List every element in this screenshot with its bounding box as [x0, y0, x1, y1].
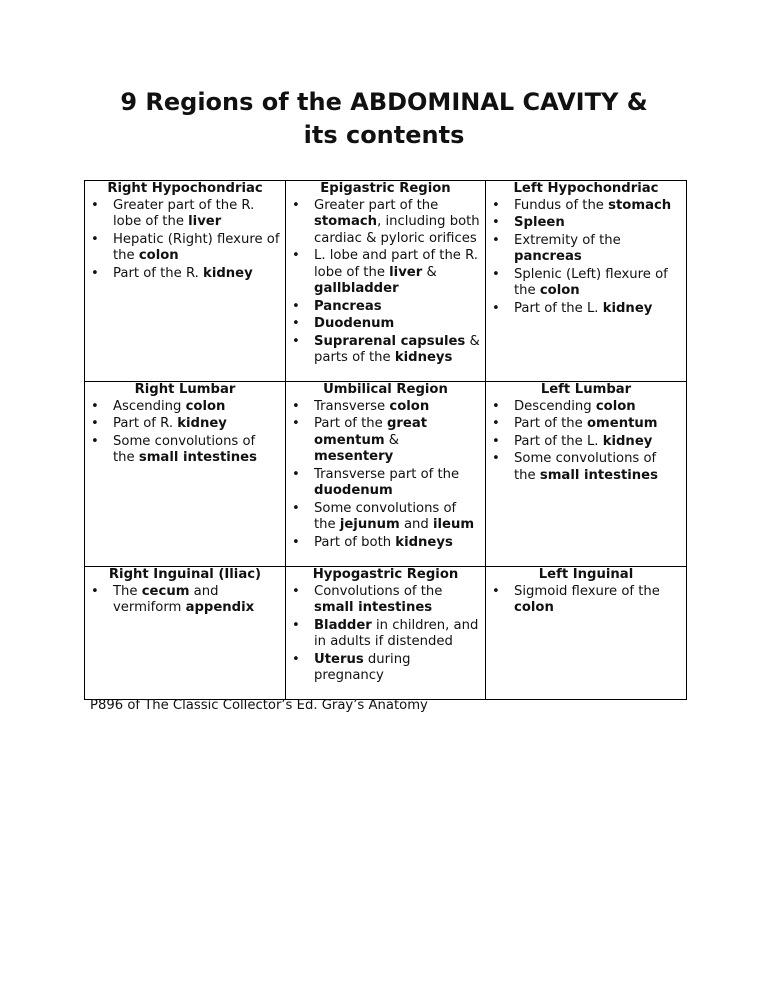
region-heading: Left Hypochondriac — [513, 181, 659, 196]
region-contents-list — [286, 584, 485, 685]
list-item — [85, 266, 285, 283]
list-item — [286, 248, 485, 298]
list-item — [286, 316, 485, 333]
title-line-1: 9 Regions of the ABDOMINAL CAVITY & — [120, 88, 648, 116]
item-text: The — [113, 583, 142, 599]
item-text: , including both cardiac & pyloric orifices — [314, 214, 480, 246]
list-item — [85, 232, 285, 265]
organ-name: colon — [185, 398, 226, 414]
region-contents-list — [486, 399, 686, 485]
item-text: during pregnancy — [314, 651, 411, 683]
list-item — [486, 399, 686, 416]
list-item — [85, 584, 285, 617]
organ-name: kidney — [203, 265, 253, 281]
organ-name: colon — [539, 283, 580, 298]
item-text: Splenic (Left) flexure of the — [514, 266, 668, 298]
list-item — [286, 416, 485, 466]
organ-name: Pancreas — [314, 298, 382, 314]
list-item — [486, 233, 686, 266]
region-heading: Epigastric Region — [320, 181, 451, 196]
organ-name: colon — [595, 398, 636, 414]
region-contents-list — [286, 198, 485, 367]
region-contents-list — [486, 198, 686, 318]
organ-name: appendix — [185, 600, 255, 615]
region-cell-epigastric — [286, 181, 486, 382]
list-item — [486, 267, 686, 300]
item-text: Sigmoid flexure of the — [514, 583, 660, 599]
item-text: Part of the L. — [514, 433, 603, 449]
list-item — [486, 301, 686, 318]
item-text: Greater part of the — [314, 197, 439, 213]
region-cell-right-inguinal — [85, 567, 286, 700]
table-row — [85, 181, 687, 382]
organ-name: Spleen — [514, 215, 565, 230]
organ-name: Duodenum — [314, 316, 395, 331]
list-item — [85, 434, 285, 467]
regions-table — [84, 180, 687, 700]
region-cell-left-inguinal — [486, 567, 687, 700]
region-cell-umbilical — [286, 382, 486, 567]
item-text: and — [399, 517, 433, 532]
organ-name: kidneys — [394, 350, 453, 365]
region-contents-list — [85, 584, 285, 617]
item-text: Transverse part of the — [314, 466, 460, 482]
item-text: Extremity of the — [514, 232, 621, 248]
organ-name: cecum — [141, 583, 190, 599]
region-heading: Right Inguinal (Iliac) — [108, 567, 262, 582]
organ-name: mesentery — [314, 449, 394, 464]
region-cell-right-lumbar — [85, 382, 286, 567]
list-item — [286, 198, 485, 248]
list-item — [486, 215, 686, 232]
region-heading: Hypogastric Region — [312, 567, 459, 582]
organ-name: small intestines — [539, 467, 658, 483]
organ-name: colon — [514, 600, 554, 615]
list-item — [286, 652, 485, 685]
region-heading: Right Hypochondriac — [107, 181, 263, 196]
item-text: Some convolutions of the — [113, 433, 256, 465]
list-item — [486, 451, 686, 484]
item-text: & — [384, 432, 400, 448]
item-text: Some convolutions of the — [514, 451, 657, 483]
organ-name: liver — [188, 214, 222, 229]
list-item — [286, 399, 485, 416]
region-heading: Left Lumbar — [540, 382, 632, 397]
item-text: Hepatic (Right) flexure of the — [113, 231, 280, 263]
item-text: Some convolutions of the — [314, 500, 457, 532]
list-item — [286, 299, 485, 316]
item-text: & — [422, 264, 437, 280]
item-text: Descending — [514, 398, 596, 414]
region-cell-right-hypochondriac — [85, 181, 286, 382]
organ-name: colon — [389, 398, 430, 414]
organ-name: Uterus — [314, 651, 364, 667]
item-text: Ascending — [113, 398, 186, 414]
item-text: Transverse — [314, 398, 390, 414]
region-contents-list — [85, 198, 285, 283]
item-text: L. lobe and part of the R. lobe of the — [314, 248, 478, 280]
region-cell-left-hypochondriac — [486, 181, 687, 382]
item-text: Part of R. — [113, 416, 178, 431]
document-title — [60, 86, 708, 152]
list-item — [486, 416, 686, 433]
region-contents-list — [85, 399, 285, 467]
list-item — [286, 584, 485, 617]
item-text: Part of the — [314, 416, 387, 431]
title-line-2: its contents — [303, 121, 465, 149]
list-item — [286, 334, 485, 367]
region-heading: Right Lumbar — [134, 382, 236, 397]
region-cell-hypogastric — [286, 567, 486, 700]
item-text: and vermiform — [113, 583, 219, 615]
list-item — [85, 416, 285, 433]
organ-name: stomach — [608, 197, 672, 213]
item-text: Part of the — [514, 416, 587, 431]
item-text: Part of the L. — [514, 300, 603, 316]
organ-name: pancreas — [514, 249, 582, 264]
region-contents-list — [486, 584, 686, 617]
organ-name: gallbladder — [314, 281, 399, 296]
region-cell-left-lumbar — [486, 382, 687, 567]
item-text: in children, and in adults if distended — [314, 617, 479, 649]
list-item — [286, 501, 485, 534]
organ-name: Suprarenal capsules — [314, 333, 466, 349]
organ-name: liver — [389, 264, 423, 280]
organ-name: stomach — [314, 214, 378, 229]
item-text: Part of both — [314, 534, 396, 550]
item-text: Greater part of the R. lobe of the — [113, 197, 255, 229]
item-text: Fundus of the — [514, 197, 609, 213]
item-text: Convolutions of the — [314, 583, 443, 599]
organ-name: small intestines — [314, 600, 433, 615]
organ-name: duodenum — [314, 483, 393, 498]
organ-name: jejunum — [339, 517, 400, 532]
item-text: Part of the R. — [113, 265, 204, 281]
organ-name: omentum — [586, 416, 658, 431]
list-item — [286, 467, 485, 500]
region-heading: Umbilical Region — [323, 382, 448, 397]
list-item — [286, 618, 485, 651]
organ-name: great omentum — [314, 416, 428, 448]
list-item — [85, 198, 285, 231]
list-item — [486, 198, 686, 215]
organ-name: Bladder — [314, 617, 372, 633]
organ-name: kidneys — [395, 534, 453, 550]
organ-name: small intestines — [138, 450, 257, 465]
list-item — [85, 399, 285, 416]
list-item — [486, 434, 686, 451]
organ-name: ileum — [432, 517, 475, 532]
organ-name: kidney — [177, 416, 227, 431]
organ-name: kidney — [602, 300, 653, 316]
organ-name: colon — [138, 248, 179, 263]
list-item — [486, 584, 686, 617]
region-heading: Left Inguinal — [538, 567, 634, 582]
region-contents-list — [286, 399, 485, 552]
table-row — [85, 382, 687, 567]
organ-name: kidney — [602, 433, 653, 449]
source-citation: P896 of The Classic Collector’s Ed. Gray’s Anatomy — [90, 698, 428, 713]
item-text: & parts of the — [314, 333, 480, 365]
list-item — [286, 535, 485, 552]
table-row — [85, 567, 687, 700]
